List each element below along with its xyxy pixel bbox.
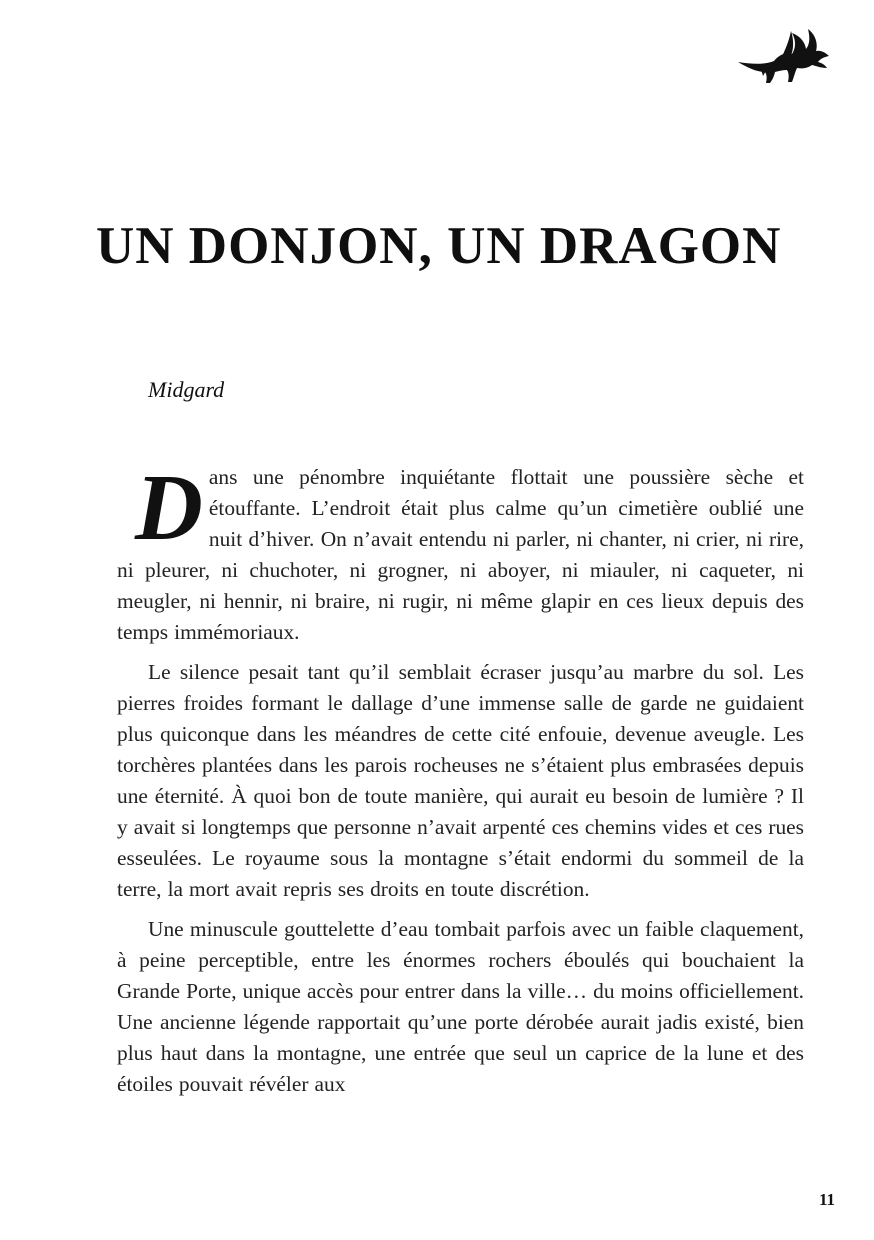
paragraph-1 bbox=[117, 456, 804, 648]
chapter-text bbox=[117, 456, 804, 1109]
paragraph-1-text: ans une pénombre inquiétante flottait une poussière sèche et étouffante. L’endroit était plus calme qu’un cimetière oublié une nuit d’hiver. On n’avait entendu ni parler, ni chanter, ni crier, ni rire, ni pleurer, ni chuchoter, ni grogner, ni aboyer, ni miauler, ni caqueter, ni meugler, ni hennir, ni braire, ni rugir, ni même glapir en ces lieux depuis des temps immémoriaux. bbox=[117, 465, 804, 644]
paragraph-3: Une minuscule gouttelette d’eau tombait parfois avec un faible claquement, à peine perceptible, entre les énormes rochers éboulés qui bouchaient la Grande Porte, unique accès pour entrer dans la ville… du moins officiellement. Une ancienne légende rapportait qu’une porte dérobée aurait jadis existé, bien plus haut dans la montagne, une entrée que seul un caprice de la lune et des étoiles pouvait révéler aux bbox=[117, 917, 804, 1096]
page-number: 11 bbox=[818, 1190, 835, 1209]
chapter-title: UN DONJON, UN DRAGON bbox=[96, 217, 782, 275]
dragon-icon bbox=[736, 26, 832, 84]
chapter-location: Midgard bbox=[148, 377, 225, 402]
drop-cap: D bbox=[135, 456, 203, 560]
paragraph-2: Le silence pesait tant qu’il semblait écraser jusqu’au marbre du sol. Les pierres froides formant le dallage d’une immense salle de garde ne guidaient plus quiconque dans les méandres de cette cité enfouie, devenue aveugle. Les torchères plantées dans les parois rocheuses ne s’étaient plus embrasées depuis une éternité. À quoi bon de toute manière, qui aurait eu besoin de lumière ? Il y avait si longtemps que personne n’avait arpenté ces chemins vides et ces rues esseulées. Le royaume sous la montagne s’était endormi du sommeil de la terre, la mort avait repris ses droits en toute discrétion. bbox=[117, 660, 804, 901]
